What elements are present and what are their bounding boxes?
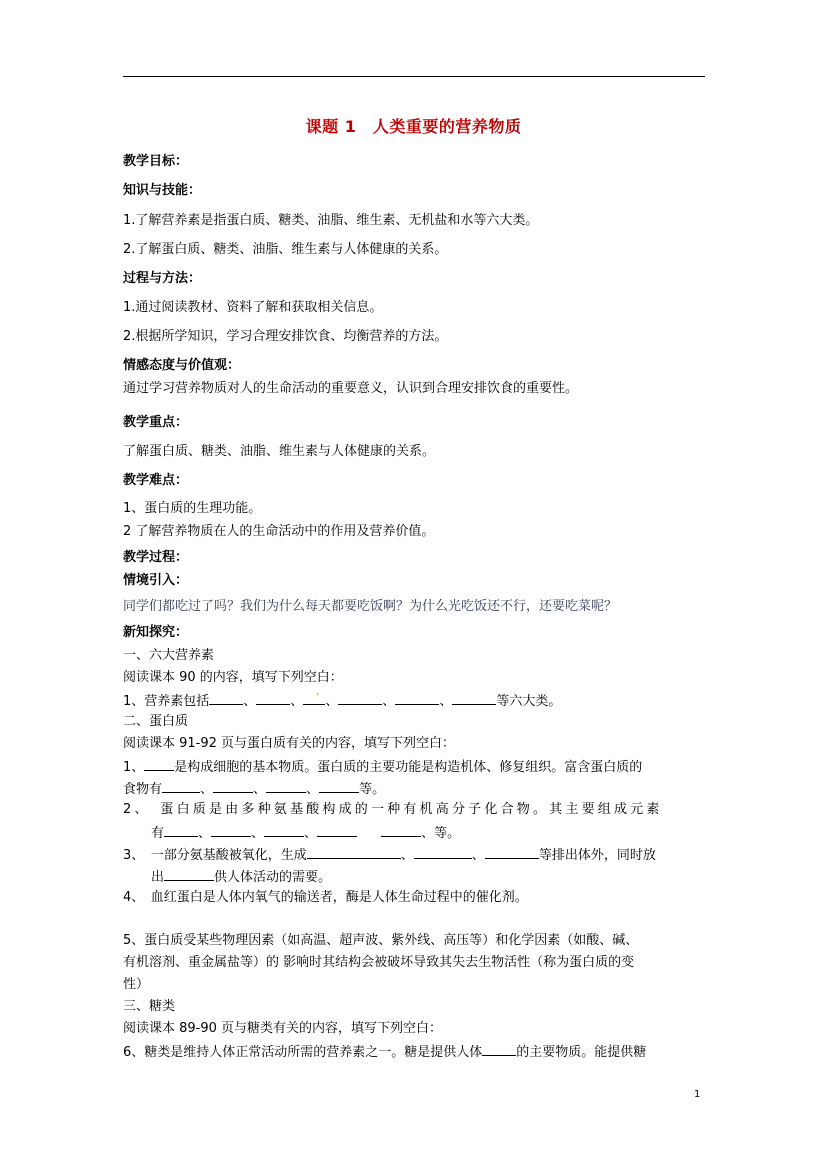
blank[interactable] — [164, 867, 214, 881]
key-item-1: 了解蛋白质、糖类、油脂、维生素与人体健康的关系。 — [123, 444, 436, 459]
section-1-instruction: 阅读课本 90 的内容，填写下列空白： — [123, 670, 343, 685]
blank[interactable] — [414, 845, 472, 859]
blank[interactable] — [381, 823, 421, 837]
question-p2-line2: 有 、 、 、 、等。 — [151, 823, 460, 843]
blank[interactable] — [303, 688, 325, 705]
blank[interactable] — [144, 757, 174, 771]
key-heading: 教学重点： — [123, 415, 189, 430]
knowledge-item-1: 1.了解营养素是指蛋白质、糖类、油脂、维生素、无机盐和水等六大类。 — [123, 213, 539, 228]
blank[interactable] — [256, 691, 290, 705]
question-1-prefix: 1、营养素包括 — [123, 694, 210, 709]
blank[interactable] — [317, 823, 357, 837]
blank[interactable] — [211, 823, 251, 837]
knowledge-item-2: 2.了解蛋白质、糖类、油脂、维生素与人体健康的关系。 — [123, 242, 448, 257]
page-number: 1 — [694, 1089, 701, 1100]
process-heading: 过程与方法： — [123, 271, 202, 286]
question-1: 1、营养素包括 、 、 · 、 、 、 等六大类。 — [123, 688, 562, 709]
section-3-instruction: 阅读课本 89-90 页与糖类有关的内容，填写下列空白： — [123, 1021, 443, 1036]
blank[interactable] — [264, 823, 304, 837]
page-title: 课题 1 人类重要的营养物质 — [305, 117, 522, 136]
difficulty-item-1: 1、蛋白质的生理功能。 — [123, 501, 262, 516]
blank[interactable] — [482, 1042, 516, 1056]
blank[interactable] — [266, 779, 306, 793]
blank[interactable] — [338, 691, 382, 705]
explore-heading: 新知探究： — [123, 625, 189, 640]
emotion-item-1: 通过学习营养物质对人的生命活动的重要意义，认识到合理安排饮食的重要性。 — [123, 381, 579, 396]
highlight-mark: · — [315, 688, 320, 703]
question-p1-line2: 食物有 、 、 、 等。 — [123, 779, 385, 799]
procedure-heading: 教学过程： — [123, 550, 189, 565]
section-2-heading: 二、蛋白质 — [123, 714, 189, 729]
blank[interactable] — [209, 691, 243, 705]
blank[interactable] — [485, 845, 539, 859]
knowledge-heading: 知识与技能： — [123, 183, 202, 198]
blank[interactable] — [319, 779, 359, 793]
question-p5-line2: 有机溶剂、重金属盐等）的 影响时其结构会被破坏导致其失去生物活性（称为蛋白质的变 — [123, 955, 635, 970]
section-2-instruction: 阅读课本 91-92 页与蛋白质有关的内容，填写下列空白： — [123, 736, 456, 751]
question-p5-line3: 性） — [123, 977, 150, 992]
question-p3-line2: 出 供人体活动的需要。 — [151, 867, 331, 887]
blank[interactable] — [162, 779, 200, 793]
difficulty-item-2: 2 了解营养物质在人的生命活动中的作用及营养价值。 — [123, 524, 435, 539]
question-p4: 4、 血红蛋白是人体内氧气的输送者，酶是人体生命过程中的催化剂。 — [123, 890, 528, 905]
process-item-2: 2.根据所学知识，学习合理安排饮食、均衡营养的方法。 — [123, 329, 448, 344]
question-p5-line1: 5、蛋白质受某些物理因素（如高温、超声波、紫外线、高压等）和化学因素（如酸、碱、 — [123, 933, 639, 948]
question-p3: 3、 一部分氨基酸被氧化，生成 、 、 等排出体外，同时放 — [123, 845, 656, 865]
question-6: 6、糖类是维持人体正常活动所需的营养素之一。糖是提供人体 的主要物质。能提供糖 — [123, 1042, 646, 1062]
difficulty-heading: 教学难点： — [123, 473, 189, 488]
blank[interactable] — [307, 845, 401, 859]
question-p2: 2、 蛋白质是由多种氨基酸构成的一种有机高分子化合物。其主要组成元素 — [123, 802, 663, 817]
header-rule — [123, 76, 705, 77]
question-p1: 1、 是构成细胞的基本物质。蛋白质的主要功能是构造机体、修复组织。富含蛋白质的 — [123, 757, 642, 777]
question-1-suffix: 等六大类。 — [496, 694, 562, 709]
objectives-heading: 教学目标： — [123, 154, 189, 169]
emotion-heading: 情感态度与价值观： — [123, 358, 241, 373]
blank[interactable] — [452, 691, 496, 705]
blank[interactable] — [213, 779, 253, 793]
intro-text: 同学们都吃过了吗？我们为什么每天都要吃饭啊？为什么光吃饭还不行，还要吃菜呢？ — [123, 599, 618, 614]
intro-heading: 情境引入： — [123, 573, 189, 588]
blank[interactable] — [395, 691, 439, 705]
blank[interactable] — [164, 823, 198, 837]
section-3-heading: 三、糖类 — [123, 999, 176, 1014]
section-1-heading: 一、六大营养素 — [123, 648, 215, 663]
process-item-1: 1.通过阅读教材、资料了解和获取相关信息。 — [123, 300, 383, 315]
